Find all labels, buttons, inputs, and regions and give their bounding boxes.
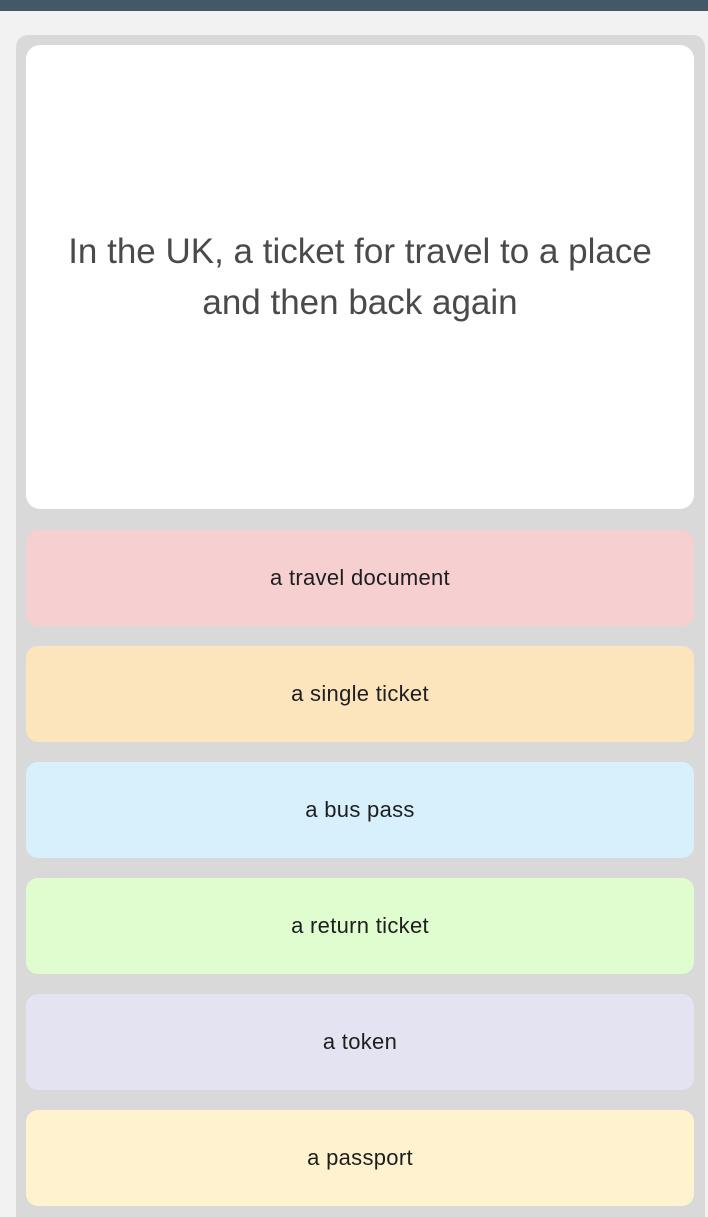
quiz-panel bbox=[16, 35, 705, 1217]
answer-option-5[interactable] bbox=[26, 994, 694, 1090]
answer-label: a single ticket bbox=[291, 681, 429, 706]
answer-option-3[interactable] bbox=[26, 762, 694, 858]
answer-option-1[interactable] bbox=[26, 530, 694, 626]
answer-label: a passport bbox=[307, 1145, 413, 1170]
answer-option-2[interactable] bbox=[26, 646, 694, 742]
top-bar bbox=[0, 0, 708, 11]
answer-label: a bus pass bbox=[305, 797, 415, 822]
answer-label: a return ticket bbox=[291, 913, 429, 938]
question-card bbox=[26, 45, 694, 509]
answer-label: a token bbox=[322, 1029, 398, 1054]
answer-option-6[interactable] bbox=[26, 1110, 694, 1206]
answer-label: a travel document bbox=[270, 565, 450, 590]
question-text: In the UK, a ticket for travel to a place and then back again bbox=[68, 232, 652, 322]
answer-option-4[interactable] bbox=[26, 878, 694, 974]
